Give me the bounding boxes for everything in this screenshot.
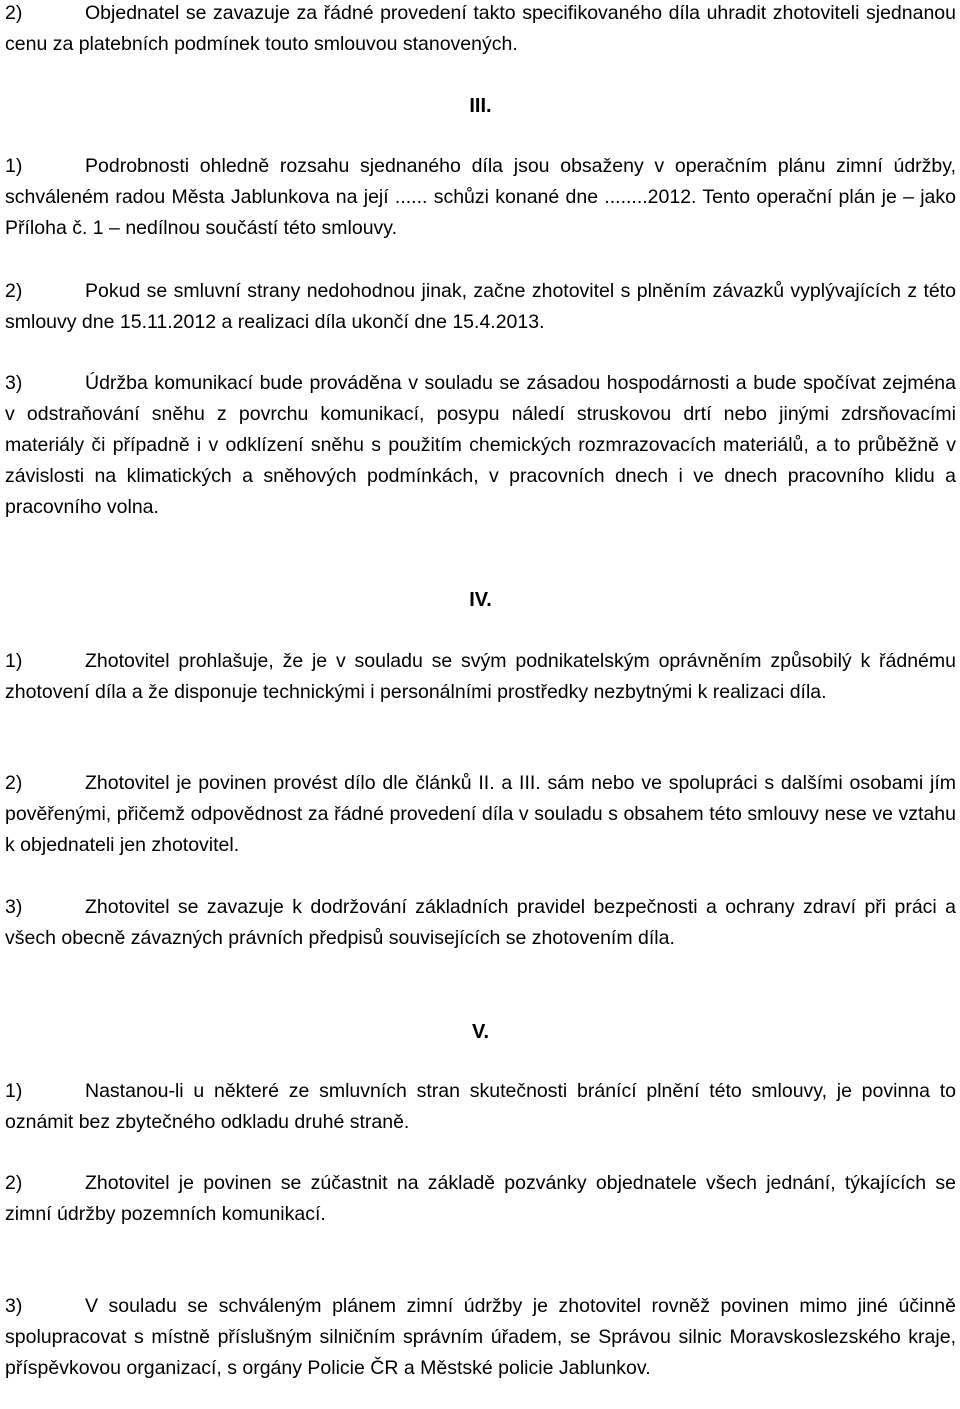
paragraph-text: Objednatel se zavazuje za řádné provedení takto specifikovaného díla uhradit zhotoviteli sjednanou cenu za platebních podmínek touto smlouvou stanovených. — [5, 2, 956, 55]
paragraph-text: Nastanou-li u některé ze smluvních stran skutečnosti bránící plnění této smlouvy, je povinna to oznámit bez zbytečného odkladu druhé straně. — [5, 1080, 956, 1133]
paragraph-text: Zhotovitel je povinen se zúčastnit na základě pozvánky objednatele všech jednání, týkajících se zimní údržby pozemních komunikací. — [5, 1172, 956, 1225]
article-heading-iv: IV. — [469, 589, 492, 611]
paragraph-art5-1 — [5, 1076, 956, 1138]
paragraph-art5-3 — [5, 1291, 956, 1384]
paragraph-number: 2) — [5, 1172, 23, 1194]
paragraph-number: 3) — [5, 1295, 23, 1317]
paragraph-text: Zhotovitel se zavazuje k dodržování základních pravidel bezpečnosti a ochrany zdraví při práci a všech obecně závazných právních předpisů souvisejících se zhotovením díla. — [5, 896, 956, 949]
paragraph-text: Podrobnosti ohledně rozsahu sjednaného díla jsou obsaženy v operačním plánu zimní údržby, schváleném radou Města Jablunkova na její ...... schůzi konané dne ........2012. Tento operační plán je – jako Příloha č. 1 – nedílnou součástí této smlouvy. — [5, 155, 956, 239]
paragraph-art4-2 — [5, 768, 956, 861]
paragraph-art5-2 — [5, 1168, 956, 1230]
paragraph-number: 2) — [5, 772, 23, 794]
paragraph-art4-3 — [5, 892, 956, 954]
paragraph-art4-1 — [5, 646, 956, 708]
paragraph-number: 1) — [5, 155, 23, 177]
paragraph-number: 1) — [5, 1080, 23, 1102]
paragraph-art3-3 — [5, 368, 956, 523]
paragraph-text: Zhotovitel je povinen provést dílo dle článků II. a III. sám nebo ve spolupráci s dalšími osobami jím pověřenými, přičemž odpovědnost za řádné provedení díla v souladu s obsahem této smlouvy nese ve vztahu k objednateli jen zhotovitel. — [5, 772, 956, 856]
paragraph-number: 1) — [5, 650, 23, 672]
paragraph-art3-2 — [5, 276, 956, 338]
paragraph-number: 2) — [5, 2, 23, 24]
paragraph-number: 2) — [5, 280, 23, 302]
paragraph-number: 3) — [5, 372, 23, 394]
paragraph-text: Údržba komunikací bude prováděna v souladu se zásadou hospodárnosti a bude spočívat zejména v odstraňování sněhu z povrchu komunikací, posypu náledí struskovou drtí nebo jinými zdrsňovacími materiály či případně i v odklízení sněhu s použitím chemických rozmrazovacích materiálů, a to průběžně v závislosti na klimatických a sněhových podmínkách, v pracovních dnech i ve dnech pracovního klidu a pracovního volna. — [5, 372, 956, 518]
paragraph-art2-2 — [5, 0, 956, 60]
paragraph-text: V souladu se schváleným plánem zimní údržby je zhotovitel rovněž povinen mimo jiné účinně spolupracovat s místně příslušným silničním správním úřadem, se Správou silnic Moravskoslezského kraje, příspěvkovou organizací, s orgány Policie ČR a Městské policie Jablunkov. — [5, 1295, 956, 1379]
paragraph-art3-1 — [5, 151, 956, 244]
paragraph-text: Zhotovitel prohlašuje, že je v souladu se svým podnikatelským oprávněním způsobilý k řádnému zhotovení díla a že disponuje technickými i personálními prostředky nezbytnými k realizaci díla. — [5, 650, 956, 703]
article-heading-v: V. — [471, 1021, 490, 1043]
paragraph-text: Pokud se smluvní strany nedohodnou jinak, začne zhotovitel s plněním závazků vyplývajících z této smlouvy dne 15.11.2012 a realizaci díla ukončí dne 15.4.2013. — [5, 280, 956, 333]
article-heading-iii: III. — [469, 95, 492, 117]
paragraph-number: 3) — [5, 896, 23, 918]
